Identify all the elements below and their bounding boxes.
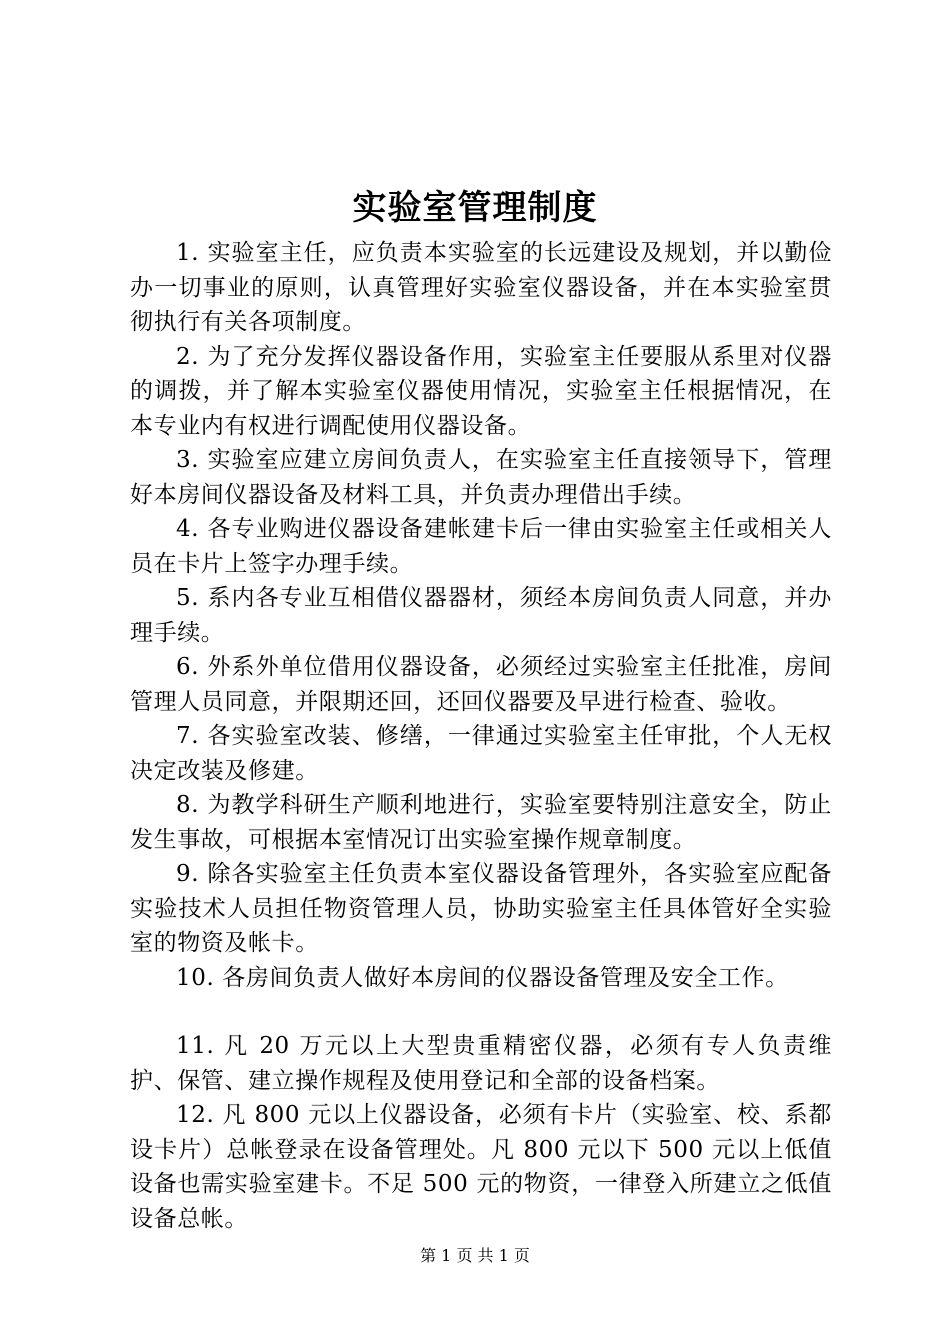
paragraph-10: 10. 各房间负责人做好本房间的仪器设备管理及安全工作。 <box>176 964 789 991</box>
paragraph-4: 4. 各专业购进仪器设备建帐建卡后一律由实验室主任或相关人员在卡片上签字办理手续。 <box>130 516 832 577</box>
paragraph-6: 6. 外系外单位借用仪器设备，必须经过实验室主任批准，房间管理人员同意，并限期还回，还回仪器要及早进行检查、验收。 <box>130 654 832 715</box>
paragraph-1: 1. 实验室主任，应负责本实验室的长远建设及规划，并以勤俭办一切事业的原则，认真管理好实验室仪器设备，并在本实验室贯彻执行有关各项制度。 <box>130 240 832 335</box>
page-footer: 第 1 页 共 1 页 <box>420 1246 530 1265</box>
paragraph-3: 3. 实验室应建立房间负责人，在实验室主任直接领导下，管理好本房间仪器设备及材料工具，并负责办理借出手续。 <box>130 447 832 508</box>
paragraph-11: 11. 凡 20 万元以上大型贵重精密仪器，必须有专人负责维护、保管、建立操作规程及使用登记和全部的设备档案。 <box>130 1033 832 1094</box>
paragraph-9: 9. 除各实验室主任负责本室仪器设备管理外，各实验室应配备实验技术人员担任物资管理人员，协助实验室主任具体管好全实验室的物资及帐卡。 <box>130 861 832 956</box>
paragraph-8: 8. 为教学科研生产顺利地进行，实验室要特别注意安全，防止发生事故，可根据本室情况订出实验室操作规章制度。 <box>130 792 832 853</box>
document-title: 实验室管理制度 <box>352 188 598 228</box>
document-body <box>130 236 832 1236</box>
paragraph-12: 12. 凡 800 元以上仪器设备，必须有卡片（实验室、校、系都设卡片）总帐登录在设备管理处。凡 800 元以下 500 元以上低值设备也需实验室建卡。不足 500 元的物资，一律登入所建立之低值设备总帐。 <box>130 1102 832 1232</box>
paragraph-5: 5. 系内各专业互相借仪器器材，须经本房间负责人同意，并办理手续。 <box>130 585 832 646</box>
paragraph-2: 2. 为了充分发挥仪器设备作用，实验室主任要服从系里对仪器的调拨，并了解本实验室仪器使用情况，实验室主任根据情况，在本专业内有权进行调配使用仪器设备。 <box>130 343 832 439</box>
paragraph-7: 7. 各实验室改装、修缮，一律通过实验室主任审批，个人无权决定改装及修建。 <box>130 723 832 784</box>
